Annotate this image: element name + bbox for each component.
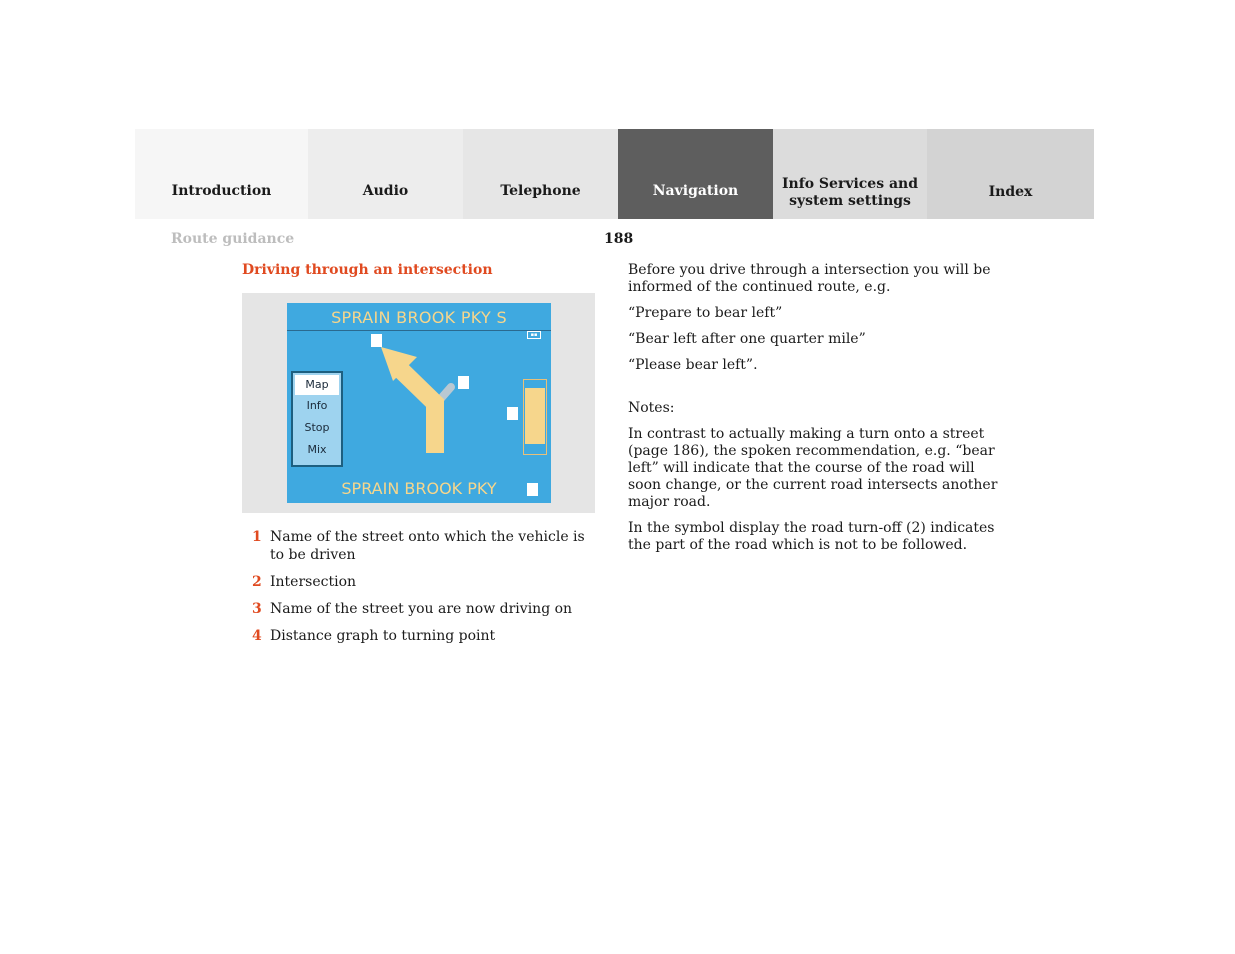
callout-marker-4 (507, 407, 518, 420)
legend-item: 1 Name of the street onto which the vehicle is to be driven (252, 529, 585, 563)
route-shaft (402, 371, 435, 453)
display-mode-icon: ▪▪ (527, 331, 541, 339)
quote-prepare: “Prepare to bear left” (628, 305, 783, 321)
callout-marker-2 (458, 376, 469, 389)
figure-legend (252, 528, 597, 654)
distance-graph (523, 379, 547, 455)
note-symbol-display: In the symbol display the road turn-off (2) indicates the part of the road which is not to be followed. (628, 520, 995, 553)
navigation-display-figure (242, 293, 595, 513)
distance-graph-fill (525, 388, 545, 444)
tab-navigation[interactable]: Navigation (618, 129, 773, 219)
page-number: 188 (604, 231, 634, 247)
note-contrast: In contrast to actually making a turn onto a street (page 186), the spoken recommendation, e.g. “bear left” will indicate that the course of the road will soon change, or the current road intersects another major road. (628, 426, 998, 510)
quote-bear-left-after: “Bear left after one quarter mile” (628, 331, 866, 347)
callout-marker-3 (527, 483, 538, 496)
tab-index[interactable]: Index (927, 129, 1094, 219)
side-menu (291, 371, 343, 467)
menu-item-stop[interactable]: Stop (304, 421, 330, 434)
body-text (628, 262, 998, 563)
paragraph-intro: Before you drive through a intersection you will be informed of the continued route, e.g. (628, 262, 991, 295)
tab-info-services[interactable]: Info Services and system settings (773, 129, 927, 219)
current-street-name: SPRAIN BROOK PKY (341, 479, 497, 498)
menu-item-mix[interactable]: Mix (307, 443, 327, 456)
tab-telephone[interactable]: Telephone (463, 129, 618, 219)
quote-please-bear-left: “Please bear left”. (628, 357, 758, 373)
notes-label: Notes: (628, 400, 675, 416)
top-street-name: SPRAIN BROOK PKY S (287, 303, 551, 331)
legend-item: 4 Distance graph to turning point (252, 628, 496, 644)
legend-item: 2 Intersection (252, 574, 357, 590)
tab-introduction[interactable]: Introduction (135, 129, 308, 219)
chapter-tabs (135, 129, 1094, 219)
menu-item-map[interactable]: Map (295, 375, 339, 395)
section-heading: Driving through an intersection (242, 262, 493, 278)
legend-item: 3 Name of the street you are now driving on (252, 601, 573, 617)
callout-marker-1 (371, 334, 382, 347)
tab-audio[interactable]: Audio (308, 129, 463, 219)
navigation-screen (287, 303, 551, 503)
menu-item-info[interactable]: Info (306, 399, 328, 412)
section-title: Route guidance (171, 231, 295, 247)
